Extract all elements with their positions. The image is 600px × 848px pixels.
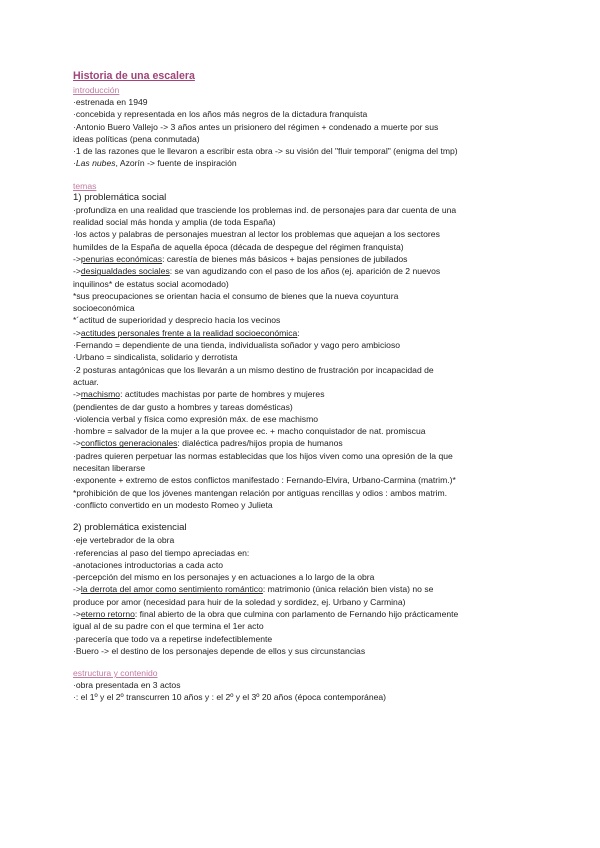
text-line: *sus preocupaciones se orientan hacia el consumo de bienes que la nueva coyuntura [73, 290, 399, 301]
text-fragment: : carestía de bienes más básicos + bajas pensiones de jubilados [162, 253, 408, 264]
underlined-term: desigualdades sociales [80, 266, 170, 277]
text-line [73, 327, 540, 339]
section-heading-estructura: estructura y contenido [73, 668, 158, 679]
arrow: -> [73, 438, 81, 449]
text-fragment: : se van agudizando con el paso de los años (ej. aparición de 2 nuevos [169, 266, 441, 277]
text-line: ·1 de las razones que le llevaron a escribir esta obra -> su visión del "fluir temporal" (enigma del tmp) [73, 146, 458, 157]
text-line [73, 608, 540, 620]
subheading-problematica-social: 1) problemática social [73, 191, 167, 203]
text-line: -anotaciones introductorias a cada acto [73, 559, 224, 570]
underlined-term: penurias económicas [80, 253, 163, 264]
text-line: actuar. [73, 376, 99, 387]
text-line: ·violencia verbal y física como expresión máx. de ese machismo [73, 413, 319, 424]
underlined-term: machismo [80, 389, 121, 400]
text-line: ·2 posturas antagónicas que los llevarán a un mismo destino de frustración por incapacidad de [73, 364, 434, 375]
text-line: ·obra presentada en 3 actos [73, 680, 181, 691]
text-line [73, 583, 540, 595]
text-line: ·Urbano = sindicalista, solidario y derrotista [73, 352, 238, 363]
spacer [73, 170, 540, 181]
text-line: ·Buero -> el destino de los personajes depende de ellos y sus circunstancias [73, 645, 366, 656]
arrow: -> [73, 327, 81, 338]
underlined-term: conflictos generacionales [80, 438, 178, 449]
section-heading-temas: temas [73, 180, 97, 191]
text-fragment: : matrimonio (única relación bien vista) no se [262, 584, 434, 595]
text-line: ·: el 1º y el 2º transcurren 10 años y : el 2º y el 3º 20 años (época contemporánea) [73, 692, 387, 703]
italic-title: Las nubes [75, 158, 116, 169]
document-title: Historia de una escalera [73, 70, 195, 82]
text-line: *prohibición de que los jóvenes mantengan relación por antiguas rencillas y odios : ambos matrim. [73, 487, 448, 498]
underlined-term: eterno retorno [80, 608, 135, 619]
text-line: ·estrenada en 1949 [73, 97, 148, 107]
text-line: ·concebida y representada en los años más negros de la dictadura franquista [73, 109, 368, 120]
text-line: ·parecería que todo va a repetirse indefectiblemente [73, 633, 273, 644]
bullet: · [73, 158, 76, 169]
text-line: ·eje vertebrador de la obra [73, 535, 175, 546]
spacer [73, 657, 540, 668]
text-line [73, 388, 540, 400]
text-line: *´actitud de superioridad y desprecio hacia los vecinos [73, 315, 281, 326]
text-line: -percepción del mismo en los personajes y en actuaciones a lo largo de la obra [73, 572, 375, 583]
text-fragment: : dialéctica padres/hijos propia de humanos [177, 438, 343, 449]
text-line: realidad social más honda y amplia (de toda España) [73, 217, 276, 228]
underlined-term: actitudes personales frente a la realidad socioeconómica [80, 327, 298, 338]
text-line: ·padres quieren perpetuar las normas establecidas que los hijos viven como una opresión de la que [73, 450, 453, 461]
text-line: ·Antonio Buero Vallejo -> 3 años antes un prisionero del régimen + condenado a muerte por sus [73, 121, 439, 132]
text-line: (pendientes de dar gusto a hombres y tareas domésticas) [73, 401, 293, 412]
text-line: ·referencias al paso del tiempo apreciadas en: [73, 547, 250, 558]
text-line [73, 157, 540, 169]
text-line: inquilinos* de estatus social acomodado) [73, 278, 229, 289]
subheading-problematica-existencial: 2) problemática existencial [73, 522, 187, 534]
text-line: ·hombre = salvador de la mujer a la que provee ec. + macho conquistador de nat. promiscua [73, 426, 426, 437]
arrow: -> [73, 266, 81, 277]
underlined-term: la derrota del amor como sentimiento romántico [80, 584, 263, 595]
arrow: -> [73, 584, 81, 595]
text-line: ·exponente + extremo de estos conflictos manifestado : Fernando-Elvira, Urbano-Carmina (matrim.)* [73, 475, 456, 486]
text-line: humildes de la España de aquella época (década de despegue del régimen franquista) [73, 241, 404, 252]
text-fragment: : final abierto de la obra que culmina con parlamento de Fernando hijo prácticamente [134, 608, 459, 619]
text-line: produce por amor (necesidad para huir de la soledad y sordidez, ej. Urbano y Carmina) [73, 596, 406, 607]
text-fragment: : actitudes machistas por parte de hombres y mujeres [120, 389, 325, 400]
text-line: ideas políticas (pena conmutada) [73, 133, 200, 144]
text-line: necesitan liberarse [73, 463, 146, 474]
arrow: -> [73, 608, 81, 619]
text-line: ·Fernando = dependiente de una tienda, individualista soñador y vago pero ambicioso [73, 340, 401, 351]
text-fragment: : [297, 327, 300, 338]
text-fragment: , Azorín -> fuente de inspiración [115, 158, 237, 169]
text-line [73, 437, 540, 449]
arrow: -> [73, 389, 81, 400]
text-line: igual al de su padre con el que termina el 1er acto [73, 621, 264, 632]
text-line [73, 265, 540, 277]
text-line: ·profundiza en una realidad que trasciende los problemas ind. de personajes para dar cuenta de una [73, 204, 457, 215]
text-line: ·los actos y palabras de personajes muestran al lector los problemas que aquejan a los sectores [73, 229, 440, 240]
text-line [73, 253, 540, 265]
arrow: -> [73, 253, 81, 264]
section-heading-introduccion: introducción [73, 85, 120, 95]
text-line: ·conflicto convertido en un modesto Romeo y Julieta [73, 499, 273, 510]
text-line: socioeconómica [73, 303, 135, 314]
spacer [73, 511, 540, 522]
